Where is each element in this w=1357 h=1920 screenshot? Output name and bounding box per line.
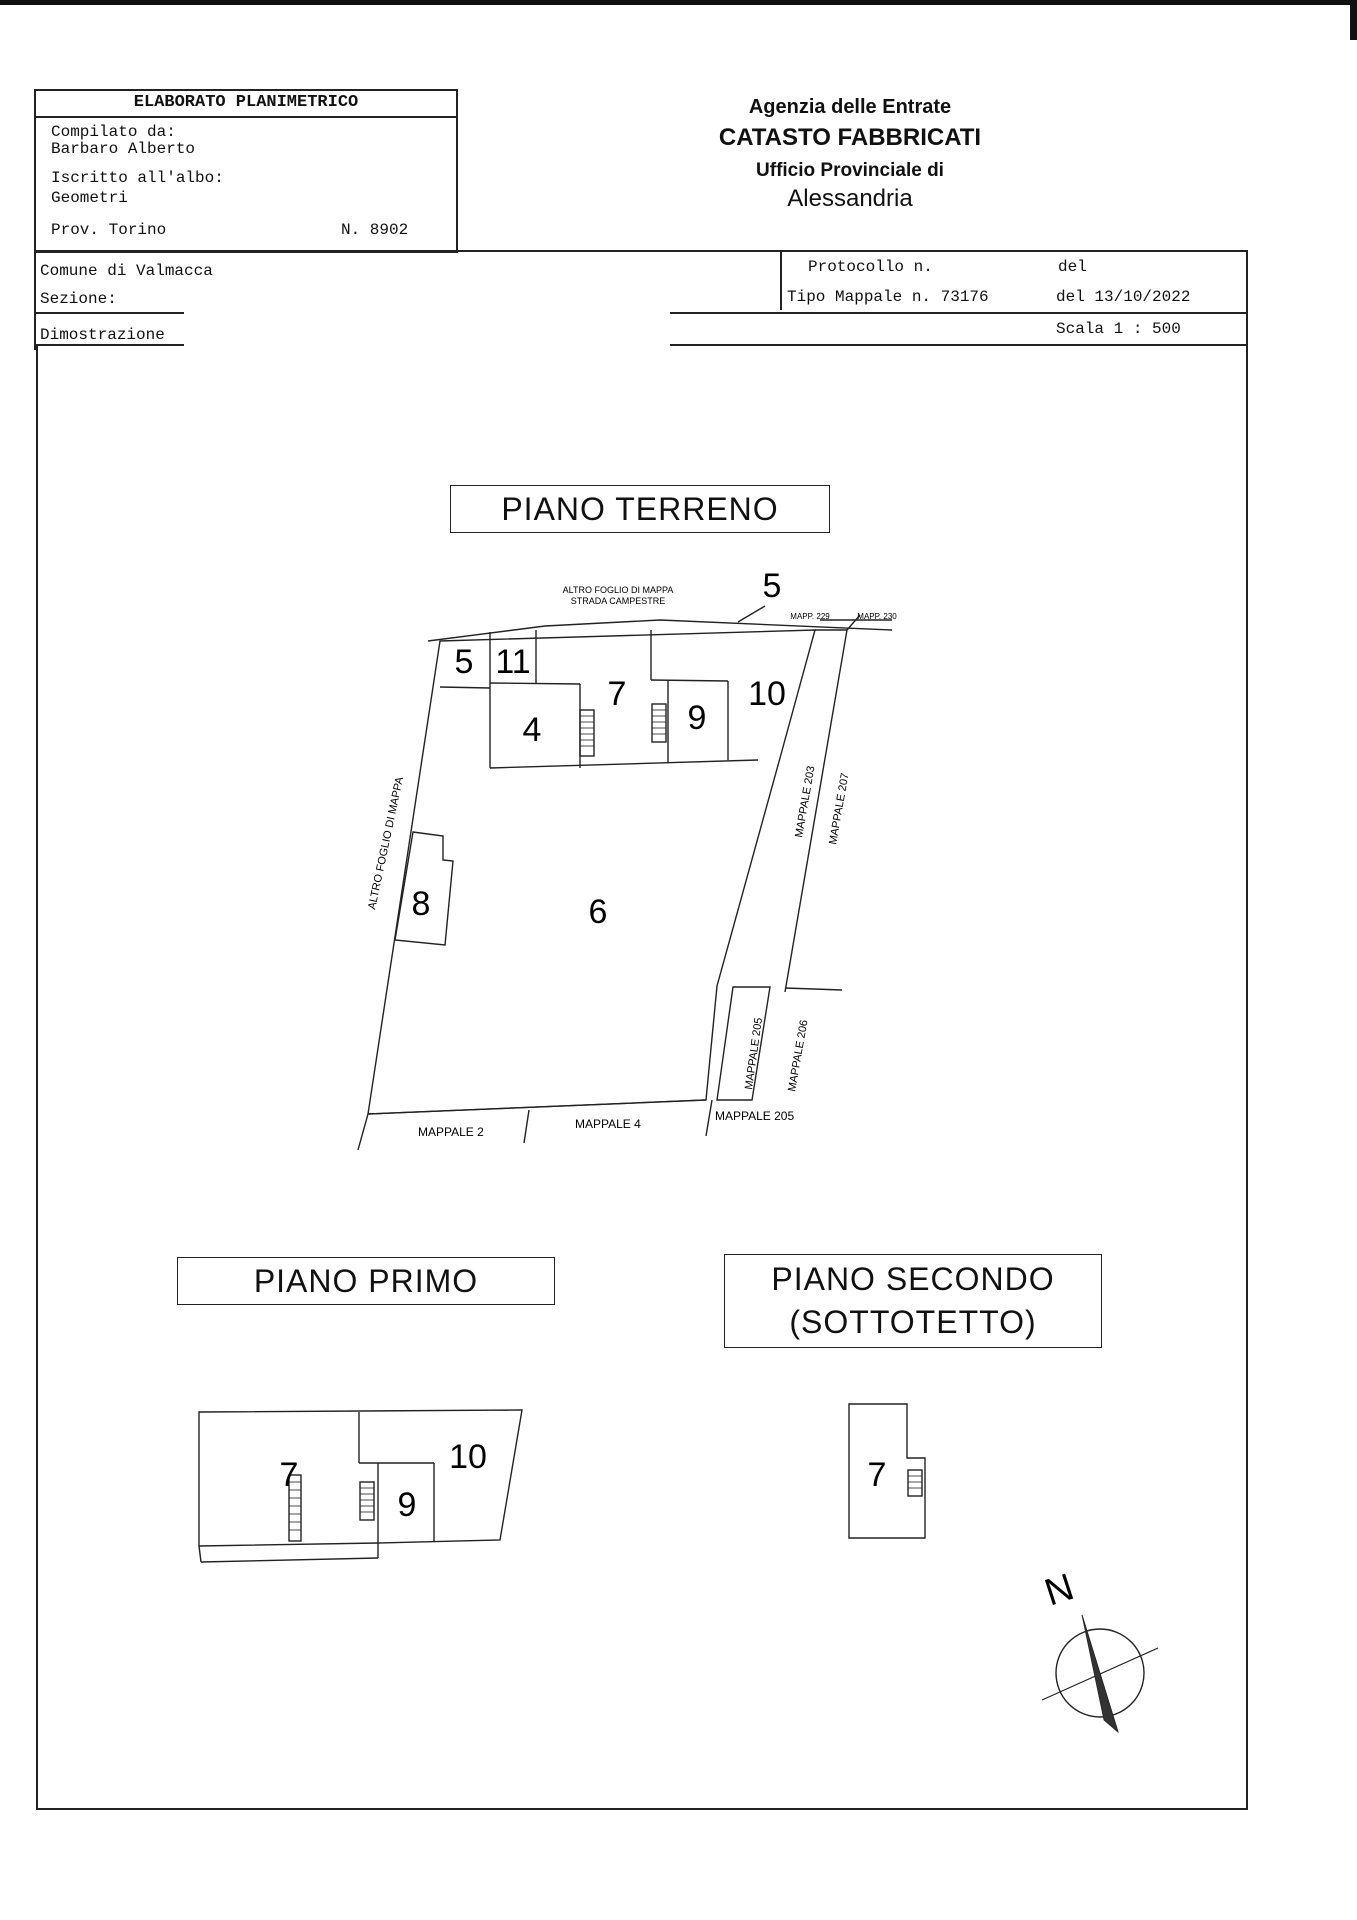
dimostrazione: Dimostrazione [40,326,165,344]
office-city: Alessandria [787,185,913,212]
registered-value: Geometri [51,189,128,207]
unit-label-9: 9 [687,699,707,737]
unit-label-10: 10 [748,675,786,713]
stair-treads [580,710,666,746]
registered-label: Iscritto all'albo: [51,169,224,187]
unit-label-7: 7 [607,675,627,713]
unit-label-5: 5 [454,643,474,681]
elaborato-title: ELABORATO PLANIMETRICO [36,91,456,118]
unit5-leader [738,606,765,622]
second-floor-outline [849,1404,925,1538]
second-unit-label-7: 7 [867,1456,887,1494]
stairs-ground-1 [580,710,594,756]
compiled-label: Compilato da: [51,123,176,141]
mappale206-line [785,988,842,990]
mappale-203-label: MAPPALE 203 [793,764,818,839]
scale: Scala 1 : 500 [1056,320,1181,338]
second-floor-plan [849,1404,925,1538]
unit-label-6: 6 [588,893,608,931]
tipo-mappale: Tipo Mappale n. 73176 [787,288,989,306]
road-label-2: STRADA CAMPESTRE [570,596,666,606]
north-arrow-icon [1040,1566,1158,1732]
compiled-name: Barbaro Alberto [51,140,196,158]
unit-label-11: 11 [495,643,531,681]
second-floor-stair-treads [908,1476,922,1488]
mappale-4-label: MAPPALE 4 [575,1117,641,1131]
agency-name: Agenzia delle Entrate [748,96,952,118]
first-unit-label-7: 7 [279,1456,299,1494]
unit-label-8: 8 [411,885,431,923]
protocollo-del: del [1058,258,1087,276]
lot-edge-extension [358,1114,368,1150]
tipo-mappale-date: del 13/10/2022 [1056,288,1191,306]
stairs-second [908,1470,922,1496]
sezione: Sezione: [40,290,117,308]
mappale-2-label: MAPPALE 2 [418,1125,484,1139]
unit-label-5-road: 5 [762,567,782,605]
first-unit-label-9: 9 [397,1486,417,1524]
mappale-divider-2 [706,1100,712,1136]
mappale-205-label: MAPPALE 205 [743,1016,766,1091]
buildings-bottom [490,760,758,768]
first-floor-unit-numbers [280,1438,487,1524]
piano-terreno-label: PIANO TERRENO [450,485,830,533]
protocollo-label: Protocollo n. [808,258,933,276]
registration-number: N. 8902 [341,221,409,239]
piano-secondo-line1: PIANO SECONDO [771,1261,1055,1297]
unit11-bottom [490,683,580,684]
ground-unit-numbers [412,567,786,931]
unit-label-4: 4 [522,711,542,749]
first-floor-plan [199,1410,522,1562]
mappale-divider-1 [524,1110,529,1143]
first-unit-label-10: 10 [449,1438,487,1476]
mappale-229-label: MAPP. 229 [790,612,830,621]
piano-secondo-line2: (SOTTOTETTO) [789,1304,1037,1340]
first-floor-step-left [199,1546,201,1562]
mappale-205-bottom-label: MAPPALE 205 [715,1109,795,1123]
catasto-title: CATASTO FABBRICATI [718,124,982,151]
unit5-bottom [440,687,490,688]
first-floor-step-bottom [201,1558,378,1562]
mappale-230-label: MAPP. 230 [857,612,897,621]
piano-primo-label: PIANO PRIMO [177,1257,555,1305]
road-label-1: ALTRO FOGLIO DI MAPPA [562,585,674,595]
side-label: ALTRO FOGLIO DI MAPPA [366,775,407,911]
mappale-207-label: MAPPALE 207 [827,771,852,846]
comune: Comune di Valmacca [40,262,213,280]
unit9-top [651,680,728,681]
office-label: Ufficio Provinciale di [756,160,944,181]
lot-bottom [368,1100,706,1114]
first-floor-stair-treads [289,1482,374,1530]
province: Prov. Torino [51,221,167,239]
first-floor-outline [199,1410,522,1546]
mappale-206-label: MAPPALE 206 [786,1018,811,1093]
compass-north-label: N [1039,1566,1079,1615]
